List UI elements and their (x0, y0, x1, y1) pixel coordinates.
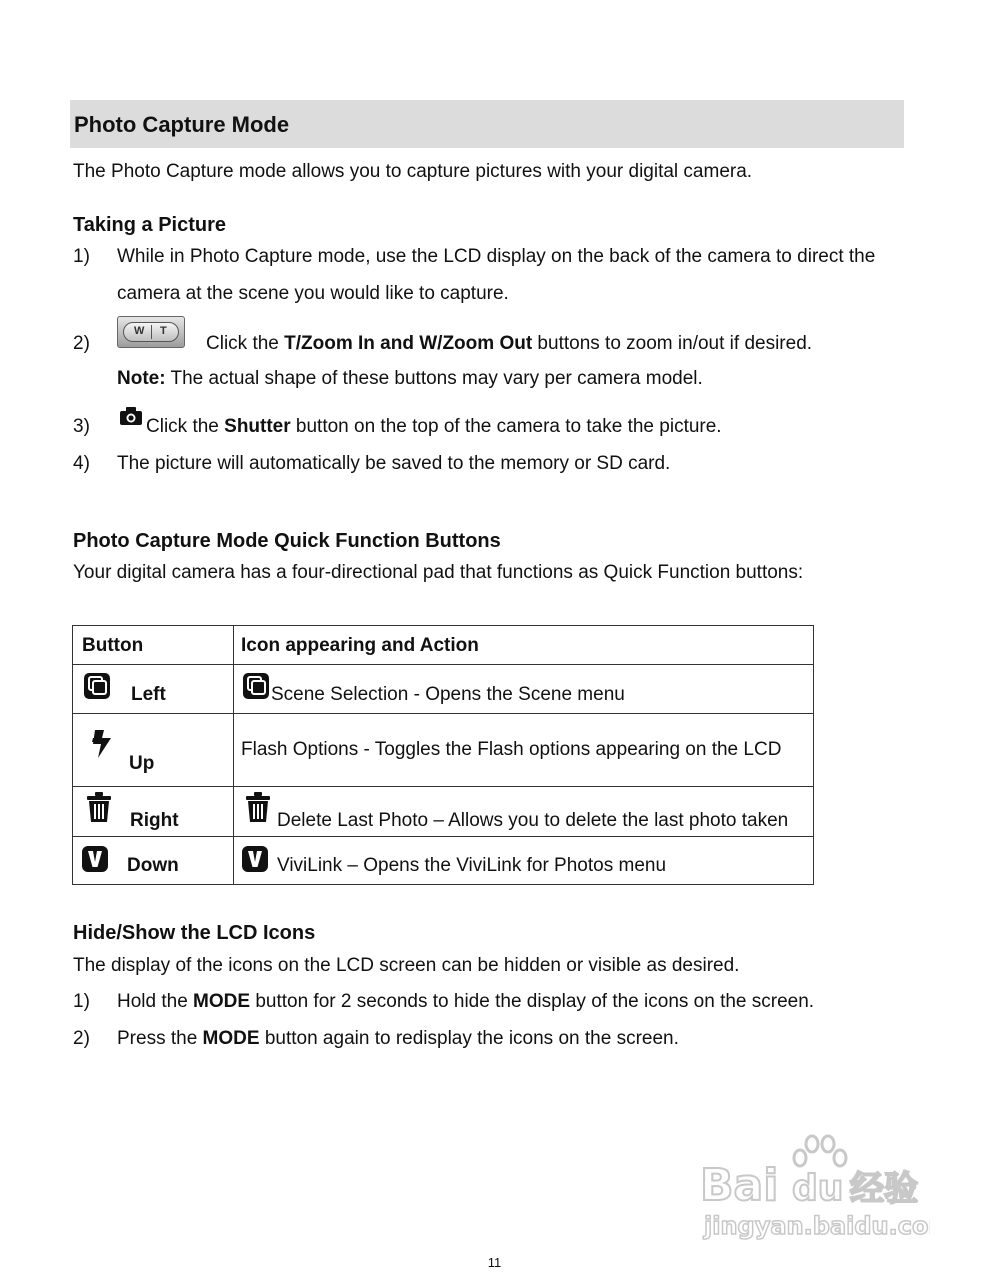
action-scene-selection: Scene Selection - Opens the Scene menu (271, 684, 625, 705)
quick-function-heading: Photo Capture Mode Quick Function Buttons (73, 530, 501, 552)
camera-icon (119, 406, 143, 426)
flash-icon (91, 728, 115, 760)
svg-text:经验: 经验 (850, 1169, 918, 1209)
page-number: 11 (487, 1255, 502, 1270)
zoom-t-label: T (160, 325, 167, 337)
step-text: Press the MODE button again to redisplay the icons on the screen. (117, 1028, 679, 1049)
trash-icon (244, 791, 272, 823)
action-vivilink: ViviLink – Opens the ViviLink for Photos menu (277, 855, 667, 876)
button-name-left: Left (131, 684, 166, 705)
scene-icon (242, 672, 270, 700)
button-name-up: Up (129, 753, 155, 774)
action-flash-options: Flash Options - Toggles the Flash options appearing on the LCD (241, 739, 782, 760)
vivilink-icon (81, 845, 109, 873)
step-text-continued: camera at the scene you would like to capture. (117, 283, 509, 304)
zoom-w-label: W (134, 325, 145, 337)
step-text: The picture will automatically be saved to the memory or SD card. (117, 453, 671, 474)
button-name-down: Down (127, 855, 179, 876)
step-text: Click the Shutter button on the top of the camera to take the picture. (146, 416, 722, 437)
step-number: 4) (73, 453, 90, 474)
step-text: Hold the MODE button for 2 seconds to hide the display of the icons on the screen. (117, 991, 815, 1012)
svg-text:du: du (792, 1168, 844, 1209)
trash-icon (85, 791, 113, 823)
quick-function-table (72, 625, 814, 885)
note-text: Note: The actual shape of these buttons may vary per camera model. (117, 368, 703, 389)
step-number: 2) (73, 333, 90, 354)
hide-show-intro: The display of the icons on the LCD screen can be hidden or visible as desired. (73, 955, 740, 976)
baidu-jingyan-watermark (700, 1130, 930, 1245)
step-number: 1) (73, 991, 90, 1012)
section-title: Photo Capture Mode (74, 112, 290, 137)
taking-picture-heading: Taking a Picture (73, 214, 227, 236)
step-number: 1) (73, 246, 90, 267)
svg-text:Bai: Bai (700, 1160, 779, 1211)
scene-icon (83, 672, 111, 700)
action-delete-last-photo: Delete Last Photo – Allows you to delete the last photo taken (277, 810, 789, 831)
table-header-button: Button (82, 635, 144, 656)
table-header-action: Icon appearing and Action (241, 635, 479, 656)
zoom-wt-button-icon (117, 316, 185, 348)
step-text: While in Photo Capture mode, use the LCD display on the back of the camera to direct the (117, 246, 876, 267)
section-header-band (70, 100, 904, 148)
svg-text:jingyan.baidu.com: jingyan.baidu.com (704, 1212, 930, 1240)
section-intro: The Photo Capture mode allows you to capture pictures with your digital camera. (73, 161, 753, 182)
button-name-right: Right (130, 810, 179, 831)
vivilink-icon (241, 845, 269, 873)
step-text: Click the T/Zoom In and W/Zoom Out buttons to zoom in/out if desired. (206, 333, 813, 354)
quick-function-intro: Your digital camera has a four-directional pad that functions as Quick Function buttons: (73, 562, 804, 583)
hide-show-heading: Hide/Show the LCD Icons (73, 922, 316, 944)
step-number: 3) (73, 416, 90, 437)
step-number: 2) (73, 1028, 90, 1049)
